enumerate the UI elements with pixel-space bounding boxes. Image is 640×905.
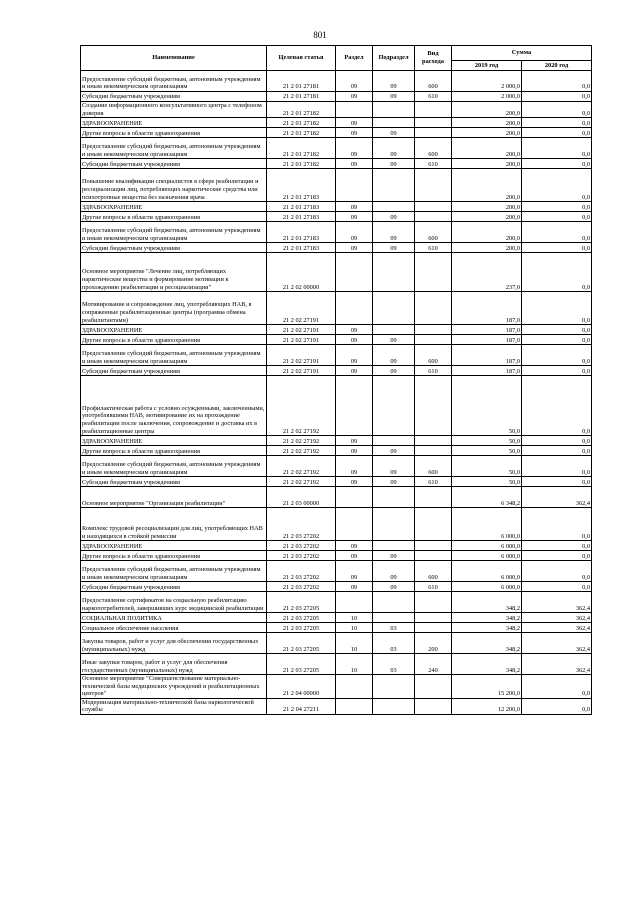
row-expense-type-cell [415, 487, 452, 508]
row-name-cell: Субсидии бюджетным учреждениям [81, 159, 267, 169]
row-target-article-cell: 21 2 02 27191 [267, 345, 336, 366]
row-amount-2019-cell: 6 000,0 [452, 508, 522, 541]
row-amount-2019-cell: 50,0 [452, 456, 522, 477]
row-amount-2019-cell: 2 000,0 [452, 92, 522, 102]
row-target-article-cell: 21 2 04 00000 [267, 675, 336, 699]
row-expense-type-cell [415, 541, 452, 551]
table-row [81, 92, 592, 102]
row-expense-type-cell [415, 675, 452, 699]
table-row [81, 561, 592, 582]
row-section-cell: 09 [336, 71, 373, 92]
row-name-cell: Основное мероприятие "Совершенствование материально-технической базы медицинских учреждений и реабилитационных центров" [81, 675, 267, 699]
row-name-cell: Другие вопросы в области здравоохранения [81, 128, 267, 138]
row-name-cell: ЗДРАВООХРАНЕНИЕ [81, 118, 267, 128]
row-section-cell [336, 253, 373, 292]
row-section-cell: 09 [336, 335, 373, 345]
row-amount-2020-cell: 0,0 [522, 118, 592, 128]
row-target-article-cell: 21 2 02 00000 [267, 253, 336, 292]
row-name-cell: СОЦИАЛЬНАЯ ПОЛИТИКА [81, 613, 267, 623]
row-section-cell: 09 [336, 222, 373, 243]
row-amount-2020-cell: 0,0 [522, 102, 592, 118]
row-subsection-cell [373, 102, 415, 118]
row-amount-2019-cell: 348,2 [452, 613, 522, 623]
row-name-cell: Комплекс трудовой ресоциализации для лиц, употребляющих НАВ и находящихся в стойкой ремиссии [81, 508, 267, 541]
row-expense-type-cell [415, 102, 452, 118]
row-amount-2019-cell: 237,0 [452, 253, 522, 292]
table-row [81, 325, 592, 335]
table-row [81, 436, 592, 446]
table-row [81, 102, 592, 118]
row-amount-2020-cell: 0,0 [522, 456, 592, 477]
table-row [81, 253, 592, 292]
row-target-article-cell: 21 2 01 27182 [267, 102, 336, 118]
row-amount-2020-cell: 0,0 [522, 159, 592, 169]
row-amount-2020-cell: 0,0 [522, 71, 592, 92]
row-expense-type-cell: 610 [415, 582, 452, 592]
row-section-cell [336, 102, 373, 118]
table-row [81, 675, 592, 699]
table-row [81, 292, 592, 325]
row-name-cell: Предоставление субсидий бюджетным, автономным учреждениям и иным некоммерческим организациям [81, 222, 267, 243]
row-amount-2020-cell: 0,0 [522, 345, 592, 366]
row-expense-type-cell [415, 202, 452, 212]
row-name-cell: Модернизация материально-технической базы наркологической службы [81, 698, 267, 714]
row-target-article-cell: 21 2 03 27205 [267, 613, 336, 623]
row-expense-type-cell: 600 [415, 71, 452, 92]
row-amount-2019-cell: 348,2 [452, 654, 522, 675]
row-target-article-cell: 21 2 03 27205 [267, 654, 336, 675]
table-row [81, 654, 592, 675]
row-subsection-cell: 09 [373, 159, 415, 169]
table-row [81, 118, 592, 128]
row-amount-2019-cell: 200,0 [452, 118, 522, 128]
row-amount-2020-cell: 0,0 [522, 446, 592, 456]
column-header-expense-type: Вид расхода [415, 46, 452, 71]
row-amount-2020-cell: 0,0 [522, 366, 592, 376]
row-subsection-cell [373, 436, 415, 446]
table-row [81, 169, 592, 202]
row-section-cell: 10 [336, 623, 373, 633]
row-subsection-cell [373, 487, 415, 508]
row-amount-2020-cell: 362,4 [522, 487, 592, 508]
row-amount-2020-cell: 0,0 [522, 508, 592, 541]
row-amount-2020-cell: 0,0 [522, 335, 592, 345]
table-row [81, 335, 592, 345]
row-target-article-cell: 21 2 01 27182 [267, 159, 336, 169]
row-section-cell [336, 508, 373, 541]
row-section-cell: 09 [336, 456, 373, 477]
row-amount-2019-cell: 200,0 [452, 128, 522, 138]
row-subsection-cell: 03 [373, 623, 415, 633]
row-section-cell: 09 [336, 159, 373, 169]
row-expense-type-cell [415, 698, 452, 714]
column-header-2019: 2019 год [452, 61, 522, 71]
column-header-2020: 2020 год [522, 61, 592, 71]
row-target-article-cell: 21 2 02 27191 [267, 292, 336, 325]
table-row [81, 613, 592, 623]
row-name-cell: Субсидии бюджетным учреждениям [81, 92, 267, 102]
table-row [81, 582, 592, 592]
row-section-cell [336, 592, 373, 613]
row-subsection-cell: 09 [373, 92, 415, 102]
row-section-cell: 09 [336, 582, 373, 592]
row-subsection-cell [373, 118, 415, 128]
row-amount-2020-cell: 0,0 [522, 325, 592, 335]
table-row [81, 592, 592, 613]
row-section-cell [336, 675, 373, 699]
row-expense-type-cell: 200 [415, 633, 452, 654]
column-header-sum: Сумма [452, 46, 592, 61]
row-target-article-cell: 21 2 03 27202 [267, 551, 336, 561]
row-target-article-cell: 21 2 02 27191 [267, 325, 336, 335]
row-name-cell: Предоставление субсидий бюджетным, автономным учреждениям и иным некоммерческим организациям [81, 138, 267, 159]
row-amount-2020-cell: 362,4 [522, 592, 592, 613]
row-target-article-cell: 21 2 03 27202 [267, 561, 336, 582]
row-subsection-cell: 09 [373, 477, 415, 487]
row-subsection-cell [373, 292, 415, 325]
row-amount-2019-cell: 6 000,0 [452, 541, 522, 551]
row-name-cell: Мотивирование и сопровождение лиц, употребляющих НАВ, в сопряженные реабилитационные центры (программа обмена реабилитантами) [81, 292, 267, 325]
row-target-article-cell: 21 2 01 27183 [267, 222, 336, 243]
row-amount-2019-cell: 200,0 [452, 138, 522, 159]
row-amount-2020-cell: 0,0 [522, 128, 592, 138]
row-amount-2019-cell: 50,0 [452, 436, 522, 446]
table-row [81, 243, 592, 253]
row-expense-type-cell [415, 623, 452, 633]
row-subsection-cell: 09 [373, 446, 415, 456]
table-row [81, 376, 592, 436]
row-amount-2020-cell: 0,0 [522, 477, 592, 487]
row-expense-type-cell: 610 [415, 92, 452, 102]
table-row [81, 138, 592, 159]
row-target-article-cell: 21 2 01 27183 [267, 212, 336, 222]
row-section-cell [336, 698, 373, 714]
row-name-cell: Социальное обеспечение населения [81, 623, 267, 633]
row-target-article-cell: 21 2 03 27205 [267, 592, 336, 613]
row-amount-2020-cell: 0,0 [522, 675, 592, 699]
row-name-cell: Другие вопросы в области здравоохранения [81, 212, 267, 222]
row-section-cell: 09 [336, 366, 373, 376]
row-subsection-cell: 09 [373, 71, 415, 92]
row-expense-type-cell: 240 [415, 654, 452, 675]
row-amount-2019-cell: 50,0 [452, 446, 522, 456]
table-row [81, 508, 592, 541]
table-row [81, 541, 592, 551]
row-amount-2020-cell: 362,4 [522, 613, 592, 623]
row-expense-type-cell [415, 613, 452, 623]
row-expense-type-cell [415, 436, 452, 446]
row-amount-2020-cell: 362,4 [522, 623, 592, 633]
row-expense-type-cell [415, 592, 452, 613]
row-target-article-cell: 21 2 02 27192 [267, 446, 336, 456]
row-name-cell: Другие вопросы в области здравоохранения [81, 446, 267, 456]
row-amount-2019-cell: 12 200,0 [452, 698, 522, 714]
row-name-cell: Другие вопросы в области здравоохранения [81, 551, 267, 561]
row-amount-2019-cell: 6 348,2 [452, 487, 522, 508]
row-amount-2019-cell: 6 000,0 [452, 561, 522, 582]
row-subsection-cell [373, 698, 415, 714]
row-name-cell: ЗДРАВООХРАНЕНИЕ [81, 202, 267, 212]
row-expense-type-cell [415, 118, 452, 128]
row-amount-2020-cell: 0,0 [522, 436, 592, 446]
row-amount-2019-cell: 200,0 [452, 102, 522, 118]
row-amount-2019-cell: 200,0 [452, 159, 522, 169]
row-amount-2020-cell: 0,0 [522, 582, 592, 592]
table-row [81, 128, 592, 138]
row-target-article-cell: 21 2 01 27182 [267, 128, 336, 138]
row-expense-type-cell [415, 325, 452, 335]
row-amount-2019-cell: 6 000,0 [452, 551, 522, 561]
row-amount-2020-cell: 0,0 [522, 376, 592, 436]
table-row [81, 446, 592, 456]
row-target-article-cell: 21 2 04 27211 [267, 698, 336, 714]
row-section-cell: 09 [336, 436, 373, 446]
table-row [81, 222, 592, 243]
row-subsection-cell: 09 [373, 561, 415, 582]
row-expense-type-cell: 600 [415, 222, 452, 243]
row-amount-2020-cell: 0,0 [522, 561, 592, 582]
row-subsection-cell: 03 [373, 633, 415, 654]
row-subsection-cell [373, 325, 415, 335]
row-amount-2019-cell: 200,0 [452, 243, 522, 253]
table-row [81, 633, 592, 654]
table-row [81, 202, 592, 212]
table-row [81, 71, 592, 92]
row-target-article-cell: 21 2 03 27202 [267, 508, 336, 541]
row-target-article-cell: 21 2 01 27182 [267, 118, 336, 128]
row-amount-2020-cell: 0,0 [522, 202, 592, 212]
row-expense-type-cell: 600 [415, 138, 452, 159]
row-name-cell: Повышение квалификации специалистов в сфере реабилитации и ресоциализации лиц, потребляющих наркотические средства или психотропные вещества без назначения врача [81, 169, 267, 202]
row-target-article-cell: 21 2 02 27192 [267, 436, 336, 446]
row-expense-type-cell [415, 508, 452, 541]
row-amount-2020-cell: 0,0 [522, 243, 592, 253]
table-row [81, 487, 592, 508]
row-amount-2020-cell: 0,0 [522, 253, 592, 292]
row-amount-2019-cell: 348,2 [452, 623, 522, 633]
row-subsection-cell: 09 [373, 243, 415, 253]
row-amount-2019-cell: 200,0 [452, 169, 522, 202]
row-name-cell: Субсидии бюджетным учреждениям [81, 477, 267, 487]
row-subsection-cell: 09 [373, 551, 415, 561]
row-name-cell: Субсидии бюджетным учреждениям [81, 243, 267, 253]
row-section-cell: 09 [336, 561, 373, 582]
row-expense-type-cell [415, 212, 452, 222]
row-name-cell: Основное мероприятие "Организация реабилитации" [81, 487, 267, 508]
row-section-cell: 09 [336, 446, 373, 456]
budget-table [80, 45, 592, 715]
row-expense-type-cell [415, 551, 452, 561]
row-name-cell: Субсидии бюджетным учреждениям [81, 582, 267, 592]
row-target-article-cell: 21 2 03 27202 [267, 541, 336, 551]
row-target-article-cell: 21 2 01 27181 [267, 71, 336, 92]
row-subsection-cell: 09 [373, 128, 415, 138]
table-row [81, 456, 592, 477]
row-section-cell: 09 [336, 477, 373, 487]
row-expense-type-cell [415, 446, 452, 456]
row-amount-2019-cell: 6 000,0 [452, 582, 522, 592]
row-amount-2020-cell: 0,0 [522, 292, 592, 325]
row-amount-2019-cell: 187,0 [452, 345, 522, 366]
row-section-cell [336, 487, 373, 508]
row-target-article-cell: 21 2 03 27205 [267, 623, 336, 633]
row-target-article-cell: 21 2 01 27183 [267, 243, 336, 253]
row-name-cell: Основное мероприятие "Лечение лиц, потребляющих наркотические вещества и формирование мотивации к прохождению реабилитации и ресоциализации" [81, 253, 267, 292]
row-subsection-cell: 09 [373, 582, 415, 592]
table-row [81, 551, 592, 561]
row-name-cell: Предоставление субсидий бюджетным, автономным учреждениям и иным некоммерческим организациям [81, 71, 267, 92]
table-row [81, 159, 592, 169]
row-section-cell: 09 [336, 325, 373, 335]
row-expense-type-cell [415, 253, 452, 292]
row-expense-type-cell: 600 [415, 456, 452, 477]
table-row [81, 212, 592, 222]
row-amount-2020-cell: 0,0 [522, 222, 592, 243]
row-subsection-cell: 03 [373, 654, 415, 675]
row-amount-2019-cell: 50,0 [452, 376, 522, 436]
row-expense-type-cell: 610 [415, 477, 452, 487]
row-target-article-cell: 21 2 02 27191 [267, 366, 336, 376]
row-subsection-cell [373, 592, 415, 613]
row-section-cell: 10 [336, 613, 373, 623]
row-target-article-cell: 21 2 03 27205 [267, 633, 336, 654]
row-amount-2020-cell: 0,0 [522, 212, 592, 222]
column-header-name: Наименование [81, 46, 267, 71]
row-amount-2019-cell: 348,2 [452, 592, 522, 613]
table-row [81, 345, 592, 366]
row-amount-2019-cell: 187,0 [452, 335, 522, 345]
row-section-cell [336, 376, 373, 436]
row-expense-type-cell [415, 128, 452, 138]
row-expense-type-cell [415, 292, 452, 325]
row-subsection-cell [373, 508, 415, 541]
row-section-cell: 09 [336, 138, 373, 159]
row-name-cell: Предоставление субсидий бюджетным, автономным учреждениям и иным некоммерческим организациям [81, 345, 267, 366]
row-subsection-cell [373, 675, 415, 699]
row-name-cell: ЗДРАВООХРАНЕНИЕ [81, 325, 267, 335]
row-amount-2019-cell: 200,0 [452, 212, 522, 222]
row-amount-2020-cell: 362,4 [522, 633, 592, 654]
row-expense-type-cell [415, 169, 452, 202]
row-amount-2019-cell: 200,0 [452, 222, 522, 243]
column-header-section: Раздел [336, 46, 373, 71]
row-section-cell: 09 [336, 202, 373, 212]
row-name-cell: ЗДРАВООХРАНЕНИЕ [81, 541, 267, 551]
row-subsection-cell [373, 253, 415, 292]
row-target-article-cell: 21 2 02 27191 [267, 335, 336, 345]
row-target-article-cell: 21 2 02 27192 [267, 376, 336, 436]
row-target-article-cell: 21 2 03 27202 [267, 582, 336, 592]
row-section-cell [336, 292, 373, 325]
row-amount-2019-cell: 200,0 [452, 202, 522, 212]
row-name-cell: Предоставление сертификатов на социальную реабилитацию наркопотребителей, завершивших курс медицинской реабилитации [81, 592, 267, 613]
row-subsection-cell [373, 169, 415, 202]
row-subsection-cell [373, 613, 415, 623]
row-name-cell: ЗДРАВООХРАНЕНИЕ [81, 436, 267, 446]
row-section-cell: 10 [336, 654, 373, 675]
row-target-article-cell: 21 2 01 27182 [267, 138, 336, 159]
column-header-subsection: Подраздел [373, 46, 415, 71]
row-expense-type-cell: 610 [415, 366, 452, 376]
row-target-article-cell: 21 2 01 27183 [267, 169, 336, 202]
row-section-cell: 09 [336, 128, 373, 138]
row-subsection-cell: 09 [373, 366, 415, 376]
row-section-cell: 09 [336, 92, 373, 102]
row-subsection-cell: 09 [373, 138, 415, 159]
row-section-cell: 09 [336, 345, 373, 366]
column-header-target-article: Целевая статья [267, 46, 336, 71]
row-amount-2019-cell: 2 000,0 [452, 71, 522, 92]
table-row [81, 698, 592, 714]
row-section-cell: 09 [336, 212, 373, 222]
row-amount-2019-cell: 15 200,0 [452, 675, 522, 699]
row-amount-2020-cell: 0,0 [522, 551, 592, 561]
row-name-cell: Предоставление субсидий бюджетным, автономным учреждениям и иным некоммерческим организациям [81, 561, 267, 582]
row-amount-2020-cell: 362,4 [522, 654, 592, 675]
row-subsection-cell: 09 [373, 222, 415, 243]
table-row [81, 366, 592, 376]
table-row [81, 623, 592, 633]
row-expense-type-cell: 610 [415, 243, 452, 253]
table-row [81, 477, 592, 487]
row-amount-2020-cell: 0,0 [522, 541, 592, 551]
row-section-cell [336, 169, 373, 202]
row-name-cell: Закупка товаров, работ и услуг для обеспечения государственных (муниципальных) нужд [81, 633, 267, 654]
row-expense-type-cell: 600 [415, 345, 452, 366]
row-name-cell: Иные закупки товаров, работ и услуг для обеспечения государственных (муниципальных) нужд [81, 654, 267, 675]
row-name-cell: Профилактическая работа с условно осужденными, заключенными, употреблявшими НАВ, мотивирование их на прохождение реабилитации после заключения, сопровождение и доставка их в реабилитационные центры [81, 376, 267, 436]
row-amount-2019-cell: 187,0 [452, 325, 522, 335]
row-expense-type-cell [415, 335, 452, 345]
row-target-article-cell: 21 2 03 00000 [267, 487, 336, 508]
row-subsection-cell: 09 [373, 456, 415, 477]
row-amount-2020-cell: 0,0 [522, 169, 592, 202]
row-subsection-cell [373, 541, 415, 551]
row-section-cell: 09 [336, 118, 373, 128]
row-amount-2020-cell: 0,0 [522, 92, 592, 102]
row-target-article-cell: 21 2 02 27192 [267, 456, 336, 477]
row-section-cell: 09 [336, 243, 373, 253]
row-section-cell: 09 [336, 541, 373, 551]
row-amount-2020-cell: 0,0 [522, 138, 592, 159]
row-target-article-cell: 21 2 01 27181 [267, 92, 336, 102]
row-section-cell: 09 [336, 551, 373, 561]
row-subsection-cell [373, 376, 415, 436]
row-amount-2019-cell: 187,0 [452, 366, 522, 376]
row-name-cell: Предоставление субсидий бюджетным, автономным учреждениям и иным некоммерческим организациям [81, 456, 267, 477]
page-number: 801 [313, 30, 327, 40]
row-name-cell: Создание информационного консультативного центра с телефоном доверия [81, 102, 267, 118]
row-section-cell: 10 [336, 633, 373, 654]
row-subsection-cell: 09 [373, 345, 415, 366]
row-amount-2019-cell: 348,2 [452, 633, 522, 654]
row-target-article-cell: 21 2 01 27183 [267, 202, 336, 212]
row-amount-2019-cell: 187,0 [452, 292, 522, 325]
row-expense-type-cell: 600 [415, 561, 452, 582]
row-name-cell: Другие вопросы в области здравоохранения [81, 335, 267, 345]
row-expense-type-cell: 610 [415, 159, 452, 169]
row-amount-2019-cell: 50,0 [452, 477, 522, 487]
row-expense-type-cell [415, 376, 452, 436]
row-name-cell: Субсидии бюджетным учреждениям [81, 366, 267, 376]
row-amount-2020-cell: 0,0 [522, 698, 592, 714]
row-subsection-cell: 09 [373, 335, 415, 345]
row-target-article-cell: 21 2 02 27192 [267, 477, 336, 487]
row-subsection-cell: 09 [373, 212, 415, 222]
table-body [81, 71, 592, 715]
row-subsection-cell [373, 202, 415, 212]
